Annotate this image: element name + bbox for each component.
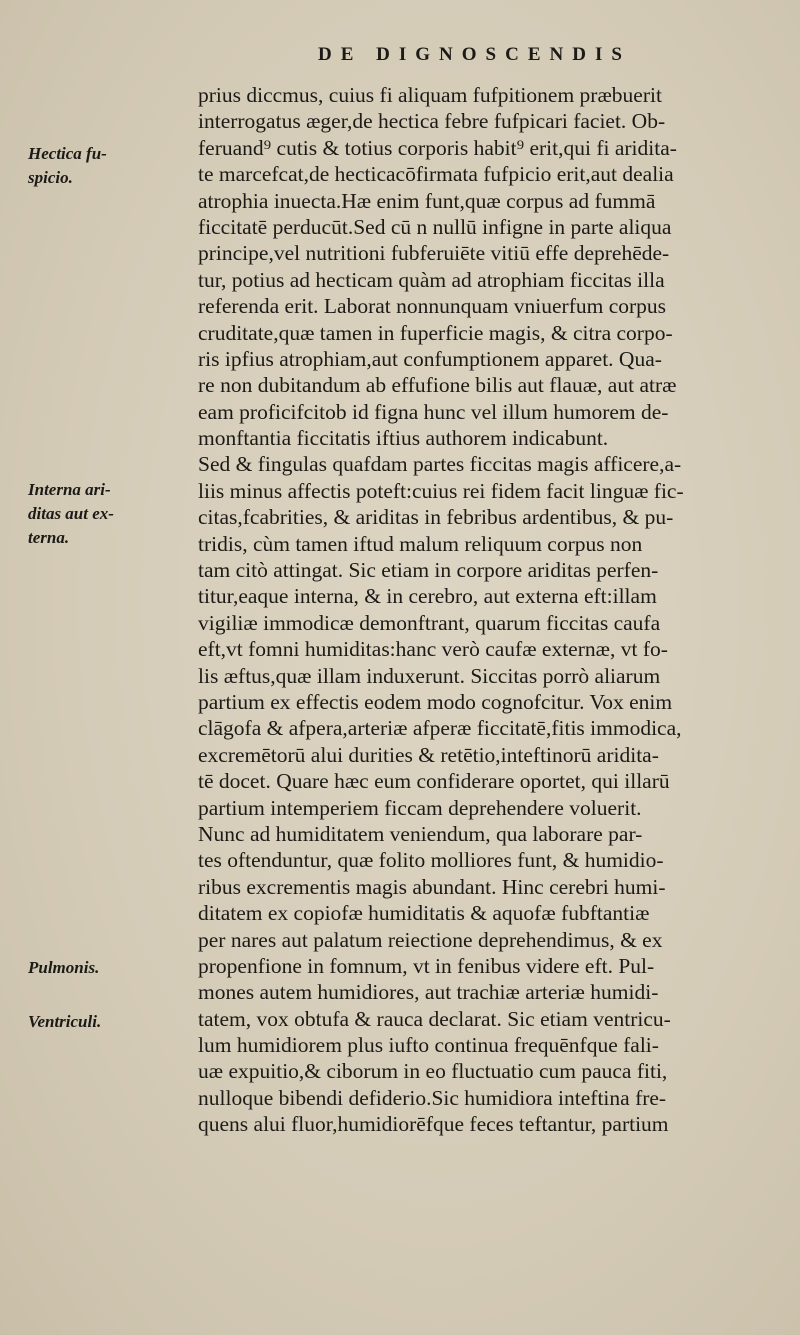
text-line: tur, potius ad hecticam quàm ad atrophiam ficcitas illa [198,267,665,292]
text-line: propenfione in fomnum, vt in fenibus videre eft. Pul- [198,953,655,978]
margin-note-hectica [28,142,107,190]
text-line: interrogatus æger,de hectica febre fufpicari faciet. Ob- [198,109,666,134]
text-line: lis æftus,quæ illam induxerunt. Siccitas porrò aliarum [198,663,661,688]
margin-note-line: spicio. [28,168,73,187]
text-line: per nares aut palatum reiectione deprehendimus, & ex [198,927,663,952]
margin-note-pulmonis [28,956,99,980]
text-line: mones autem humidiores, aut trachiæ arteriæ humidi- [198,980,659,1005]
text-line: eft,vt fomni humiditas:hanc verò caufæ externæ, vt fo- [198,637,668,662]
margin-note-line: ditas aut ex- [28,504,114,523]
text-line: tam citò attingat. Sic etiam in corpore ariditas perfen- [198,558,659,583]
text-line: ris ipfius atrophiam,aut confumptionem apparet. Qua- [198,346,662,371]
text-line: citas,fcabrities, & ariditas in febribus ardentibus, & pu- [198,505,674,530]
text-line: referenda erit. Laborat nonnunquam vniuerfum corpus [198,294,667,319]
body-text [198,82,760,1138]
text-line: Nunc ad humiditatem veniendum, qua laborare par- [198,821,643,846]
text-line: partium ex effectis eodem modo cognofcitur. Vox enim [198,689,673,714]
margin-note-interna [28,478,114,550]
text-line: partium intemperiem ficcam deprehendere voluerit. [198,795,642,820]
text-line: liis minus affectis poteft:cuius rei fidem facit linguæ fic- [198,478,684,503]
running-head: DE DIGNOSCENDIS [318,44,631,65]
text-line: quens alui fluor,humidiorēfque feces teftantur, partium [198,1112,669,1137]
text-line: cruditate,quæ tamen in fuperficie magis, & citra corpo- [198,320,673,345]
text-line: titur,eaque interna, & in cerebro, aut externa eft:illam [198,584,657,609]
text-line: tatem, vox obtufa & rauca declarat. Sic etiam ventricu- [198,1006,671,1031]
text-line: feruand⁹ cutis & totius corporis habit⁹ erit,qui fi aridita- [198,135,677,160]
text-line: tes oftenduntur, quæ folito molliores funt, & humidio- [198,848,664,873]
text-line: ficcitatē perducūt.Sed cū n nullū infigne in parte aliqua [198,214,672,239]
text-line: prius diccmus, cuius fi aliquam fufpitionem præbuerit [198,83,662,107]
text-line: ribus excrementis magis abundant. Hinc cerebri humi- [198,874,666,899]
text-line: atrophia inuecta.Hæ enim funt,quæ corpus ad fummā [198,188,656,213]
text-line: te marcefcat,de hecticacōfirmata fufpicio erit,aut dealia [198,162,674,187]
margin-note-line: Ventriculi. [28,1012,102,1031]
margin-note-line: Hectica fu- [28,144,107,163]
text-line: vigiliæ immodicæ demonftrant, quarum ficcitas caufa [198,610,661,635]
text-line: uæ expuitio,& ciborum in eo fluctuatio cum pauca fiti, [198,1059,668,1084]
margin-note-line: Interna ari- [28,480,111,499]
text-line: excremētorū alui durities & retētio,inteftinorū aridita- [198,742,659,767]
text-line: principe,vel nutritioni fubferuiēte vitiū effe deprehēde- [198,241,670,266]
text-line: nulloque bibendi defiderio.Sic humidiora inteftina fre- [198,1085,667,1110]
text-line: clāgofa & afpera,arteriæ afperæ ficcitatē,fitis immodica, [198,716,682,741]
text-line: Sed & fingulas quafdam partes ficcitas magis afficere,a- [198,452,682,477]
text-line: tridis, cùm tamen iftud malum reliquum corpus non [198,531,643,556]
margin-note-line: terna. [28,528,70,547]
text-line: re non dubitandum ab effufione bilis aut flauæ, aut atræ [198,373,677,398]
text-line: ditatem ex copiofæ humiditatis & aquofæ fubftantiæ [198,901,650,926]
text-line: monftantia ficcitatis iftius authorem indicabunt. [198,426,609,451]
text-line: eam proficifcitob id figna hunc vel illum humorem de- [198,399,669,424]
margin-note-line: Pulmonis. [28,958,100,977]
text-line: lum humidiorem plus iufto continua frequēnfque fali- [198,1033,659,1058]
margin-note-ventriculi [28,1010,101,1034]
text-line: tē docet. Quare hæc eum confiderare oportet, qui illarū [198,769,670,794]
